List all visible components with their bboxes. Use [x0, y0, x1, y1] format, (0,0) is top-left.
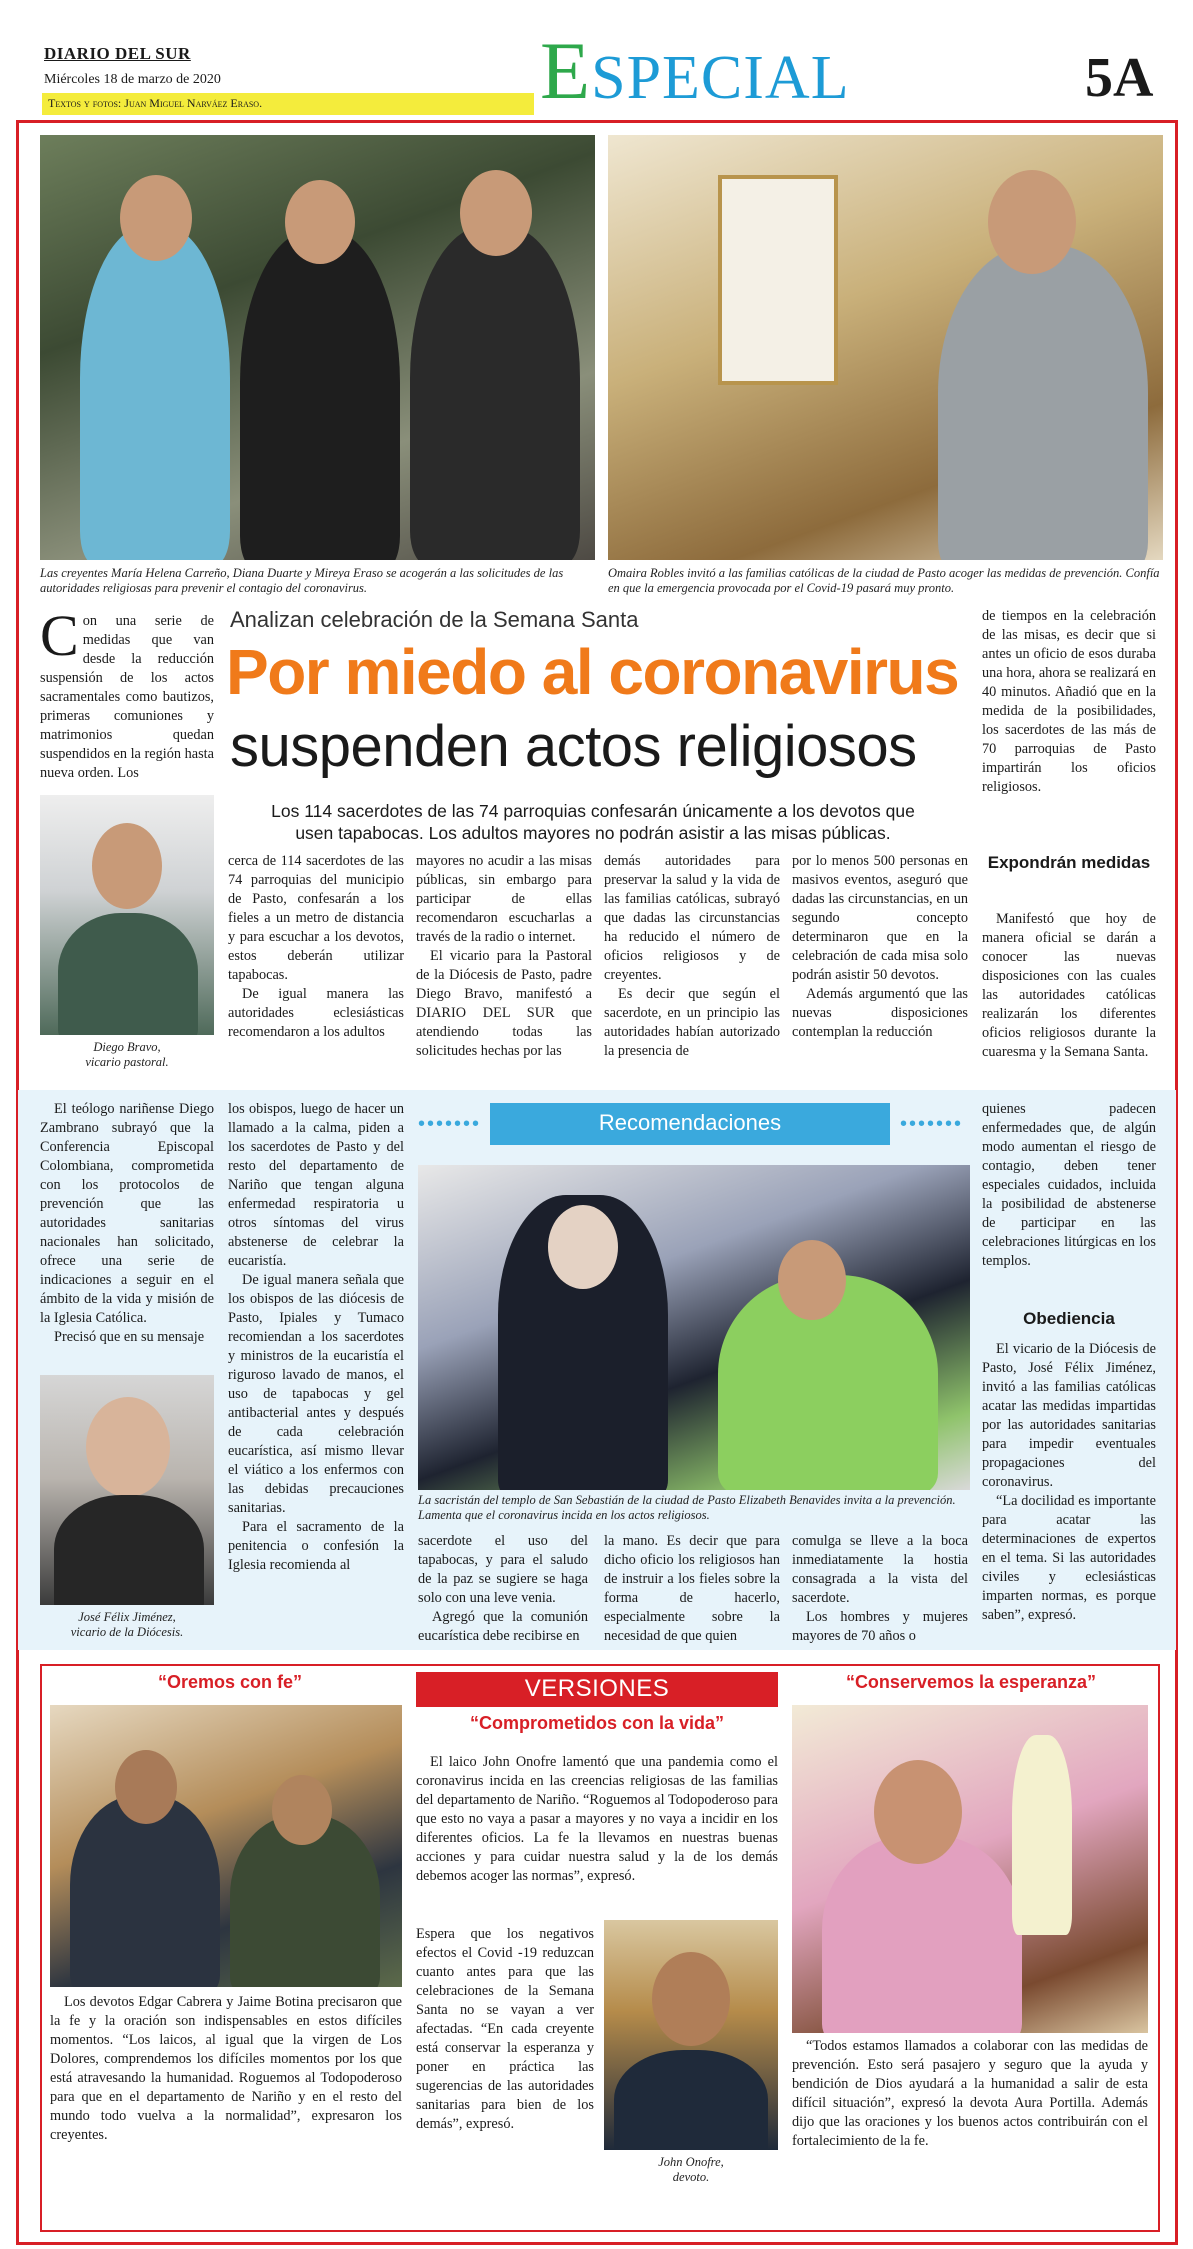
article-column-6-top: de tiempos en la celebración de las misas, es decir que si antes un oficio de esos duraba una hora, ahora se realizará en 40 minutos. Añadió que en la medida de la posibilidades, los sacerdotes de las más de 70 parroquias de Pasto impartirán los oficios religiosos. [982, 608, 1156, 795]
paragraph: El vicario de la Diócesis de Pasto, José Félix Jiménez, invitó a las familias católicas acatar las medidas impartidas por las autoridades sanitarias para impedir eventuales propagaciones del coronavirus. [982, 1341, 1156, 1490]
paragraph: la mano. Es decir que para dicho oficio los religiosos han de instruir a los fieles sobre la forma de hacerlo, especialmente sobre la necesidad de que quien [604, 1533, 780, 1644]
reco-column-e [792, 1532, 968, 1646]
jose-felix-photo [40, 1375, 214, 1605]
right-photo-caption: Omaira Robles invitó a las familias católicas de la ciudad de Pasto acoger las medidas de prevención. Confía en que la emergencia provocada por el Covid-19 pasará muy pronto. [608, 566, 1160, 595]
diego-bravo-photo [40, 795, 214, 1035]
left-photo-caption: Las creyentes María Helena Carreño, Diana Duarte y Mireya Eraso se acogerán a las solicitudes de las autoridades religiosas para prevenir el contagio del coronavirus. [40, 566, 564, 595]
article-column-2 [228, 852, 404, 1042]
paragraph: Agregó que la comunión eucarística debe recibirse en [418, 1609, 588, 1644]
paragraph: mayores no acudir a las misas públicas, sin embargo para participar de ellas recomendaron escucharlas a través de la radio o internet. [416, 853, 592, 945]
paragraph: Los devotos Edgar Cabrera y Jaime Botina precisaron que la fe y la oración son indispensables en estos difíciles momentos. “Los laicos, al igual que la virgen de Los Dolores, comprendemos los difíciles momentos por los que está atravesando la humanidad. Roguemos al Todopoderoso para que en el departamento de Nariño y en el resto del mundo todo vuelva a la normalidad”, expresaron los creyentes. [50, 1994, 402, 2143]
reco-column-c [418, 1532, 588, 1646]
article-column-3 [416, 852, 592, 1061]
caption-name: Diego Bravo, [93, 1040, 161, 1054]
comprometidos-text-narrow [416, 1925, 594, 2134]
paragraph: Para el sacramento de la penitencia o confesión la Iglesia recomienda al [228, 1519, 404, 1573]
dotted-rule-right: ••••••• [900, 1113, 964, 1135]
page-number: 5A [1085, 47, 1154, 109]
paragraph: Los hombres y mujeres mayores de 70 años o [792, 1609, 968, 1644]
conservemos-heading: “Conservemos la esperanza” [845, 1672, 1097, 1692]
reco-column-b [228, 1100, 404, 1575]
section-first-letter: E [540, 25, 592, 116]
paragraph: El vicario para la Pastoral de la Diócesis de Pasto, padre Diego Bravo, manifestó a DIARIO DEL SUR que atendiendo todas las solicitudes hechas por las [416, 948, 592, 1059]
dotted-rule-left: ••••••• [418, 1113, 482, 1135]
paragraph: Manifestó que hoy de manera oficial se darán a conocer las nuevas disposiciones con las cuales las autoridades católicas realizarán los diferentes oficios religiosos durante la cuaresma y la Semana Santa. [982, 911, 1156, 1060]
paragraph: demás autoridades para preservar la salud y la vida de las familias católicas, subrayó que dadas las circunstancias ha reducido el número de oficios religiosos y de creyentes. [604, 853, 780, 983]
oremos-heading: “Oremos con fe” [157, 1672, 303, 1692]
versiones-title: VERSIONES [524, 1675, 670, 1702]
believers-photo [40, 135, 595, 560]
section-name [540, 25, 850, 116]
subhead-expondran: Expondrán medidas [987, 853, 1151, 872]
paragraph: sacerdote el uso del tapabocas, y para el saludo de la paz se sugiere se haga solo con una leve venia. [418, 1533, 588, 1606]
paragraph: “Todos estamos llamados a colaborar con las medidas de prevención. Esto será pasajero y seguro que la ayuda y bendición de Dios ayudará a la humanidad a salir de esta difícil situación”, expresó la devota Aura Portilla. Además dijo que las oraciones y los buenos actos contribuirán con el fortalecimiento de la fe. [792, 2038, 1148, 2149]
paragraph: por lo menos 500 personas en masivos eventos, aseguró que dadas las circunstancias, en un segundo concepto determinaron que en la celebración de cada misa solo podrán asistir 50 devotos. [792, 853, 968, 983]
reco-column-d [604, 1532, 780, 1646]
lead-text: on una serie de medidas que van desde la reducción suspensión de los actos sacramentales como bautizos, primeras comuniones y matrimonios quedan suspendidos en la región hasta nueva orden. Los [40, 613, 214, 781]
paragraph: Además argumentó que las nuevas disposiciones contemplan la reducción [792, 986, 968, 1040]
sacristan-photo [418, 1165, 970, 1490]
credit-line: Textos y fotos: Juan Miguel Narváez Eraso. [48, 96, 263, 110]
reco-column-f-bottom [982, 1340, 1156, 1625]
paper-name: DIARIO DEL SUR [44, 44, 191, 63]
diego-bravo-caption [40, 1040, 214, 1070]
headline-line-1: Por miedo al coronavirus [226, 636, 959, 708]
publication-date: Miércoles 18 de marzo de 2020 [44, 72, 221, 87]
sacristan-caption: La sacristán del templo de San Sebastián de la ciudad de Pasto Elizabeth Benavides invita a la prevención. Lamenta que el coronavirus incida en los actos religiosos. [418, 1493, 956, 1522]
paragraph: El teólogo nariñense Diego Zambrano subrayó que la Conferencia Episcopal Colombiana, comprometida con los protocolos de prevención que las autoridades sanitarias nacionales han solicitado, ofrece una serie de indicaciones a seguir en el ámbito de la vida y misión de la Iglesia Católica. [40, 1101, 214, 1326]
devotos-photo [50, 1705, 402, 1987]
paragraph: El laico John Onofre lamentó que una pandemia como el coronavirus incida en las creencias religiosas de las familias del departamento de Nariño. “Roguemos al Todopoderoso para que esto no vaya a pasar a mayores y no vaya a incidir en los diferentes oficios. La fe la llevamos en nuestras buenas acciones y para cuidar nuestra salud y la de los demás debemos acoger las normas”, expresó. [416, 1754, 778, 1884]
aura-portilla-photo [792, 1705, 1148, 2033]
caption-role: devoto. [672, 2170, 710, 2184]
john-onofre-caption [604, 2155, 778, 2185]
kicker: Analizan celebración de la Semana Santa [230, 607, 639, 632]
caption-name: John Onofre, [658, 2155, 724, 2169]
recommendations-title: Recomendaciones [598, 1110, 782, 1135]
subhead: Los 114 sacerdotes de las 74 parroquias confesarán únicamente a los devotos que usen tapabocas. Los adultos mayores no podrán asistir a las misas públicas. [271, 801, 915, 843]
jose-felix-caption [40, 1610, 214, 1640]
article-column-5 [792, 852, 968, 1042]
caption-name: José Félix Jiménez, [78, 1610, 176, 1624]
paragraph: los obispos, luego de hacer un llamado a la calma, piden a los sacerdotes de Pasto y del resto del departamento de Nariño que tengan alguna enfermedad respiratoria u otros síntomas del virus abstenerse de celebrar la eucaristía. [228, 1101, 404, 1269]
article-column-6-bottom [982, 910, 1156, 1062]
comprometidos-heading: “Comprometidos con la vida” [469, 1713, 725, 1733]
subhead-obediencia: Obediencia [1023, 1309, 1115, 1328]
paragraph: “La docilidad es importante para acatar las determinaciones de expertos en el tema. Si las autoridades civiles y eclesiásticas imparten normas, es porque saben”, expresó. [982, 1493, 1156, 1623]
caption-role: vicario pastoral. [85, 1055, 169, 1069]
john-onofre-photo [604, 1920, 778, 2150]
reco-column-f-top: quienes padecen enfermedades que, de algún modo aumentan el riesgo de contagio, deben tener especiales cuidados, incluida la posibilidad de abstenerse de participar en las celebraciones litúrgicas en los templos. [982, 1101, 1156, 1269]
paragraph: Es decir que según el sacerdote, en un principio las autoridades habían autorizado la presencia de [604, 986, 780, 1059]
article-column-4 [604, 852, 780, 1061]
drop-cap: C [40, 603, 79, 668]
reco-column-a [40, 1100, 214, 1347]
paragraph: cerca de 114 sacerdotes de las 74 parroquias del municipio de Pasto, confesarán a los fieles a un metro de distancia y para escuchar a los devotos, estos deberán utilizar tapabocas. [228, 853, 404, 983]
paragraph: Precisó que en su mensaje [54, 1329, 205, 1345]
paragraph: comulga se lleve a la boca inmediatamente la hostia consagrada a la vista del sacerdote. [792, 1533, 968, 1606]
headline-line-2: suspenden actos religiosos [230, 714, 917, 779]
paragraph: De igual manera las autoridades eclesiásticas recomendaron a los adultos [228, 986, 404, 1040]
omaira-photo [608, 135, 1163, 560]
section-rest: SPECIAL [591, 44, 850, 112]
lead-paragraph [40, 603, 214, 783]
oremos-text [50, 1993, 402, 2145]
paragraph: De igual manera señala que los obispos de las diócesis de Pasto, Ipiales y Tumaco recomiendan a los sacerdotes y ministros de la eucaristía el riguroso lavado de manos, el uso de tapabocas y gel antibacterial antes y después de cada celebración eucarística, así mismo llevar el viático a los enfermos con las debidas precauciones sanitarias. [228, 1272, 404, 1516]
comprometidos-text [416, 1753, 778, 1886]
conservemos-text [792, 2037, 1148, 2151]
paragraph: Espera que los negativos efectos el Covid -19 reduzcan cuanto antes para que las celebraciones de la Semana Santa no se vayan a ver afectadas. “En cada creyente está conservar la esperanza y poner en práctica las sugerencias de las autoridades sanitarias para bien de los demás”, expresó. [416, 1926, 594, 2132]
caption-role: vicario de la Diócesis. [70, 1625, 184, 1639]
